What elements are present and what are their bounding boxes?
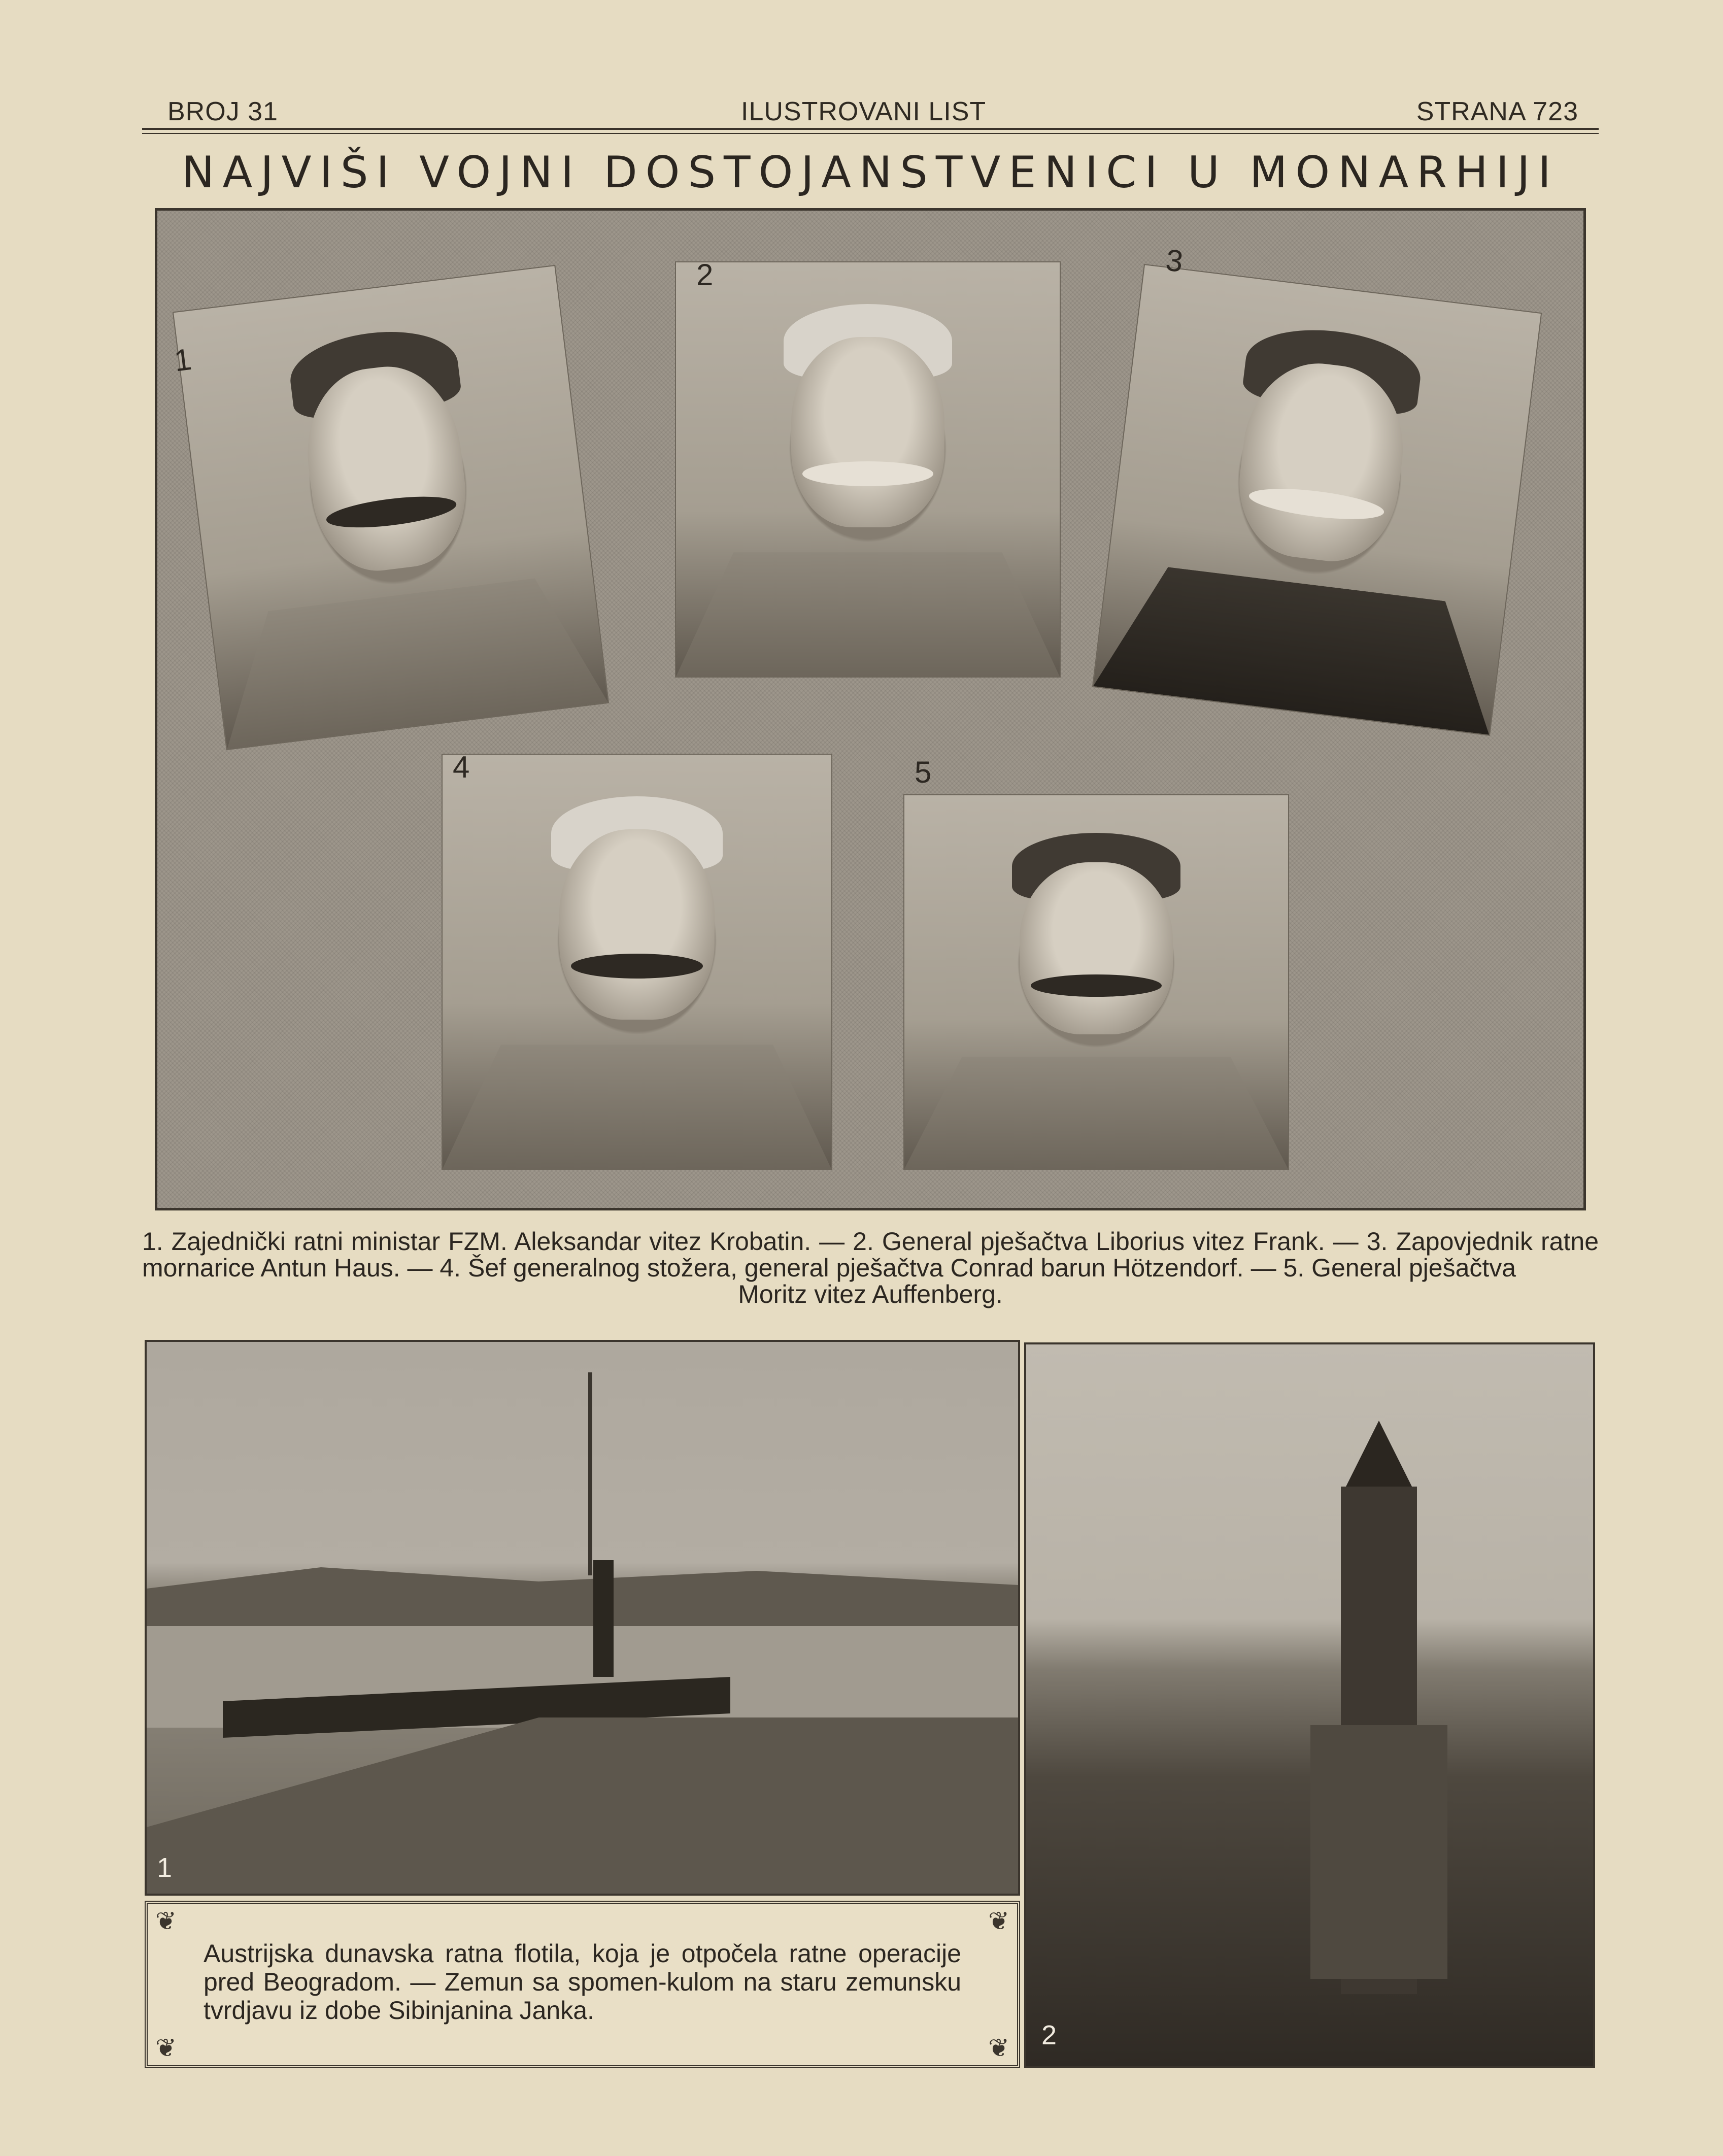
ship-funnel [593, 1560, 614, 1677]
portrait-1 [173, 265, 609, 750]
river-bank [147, 1717, 1018, 1896]
portrait-number: 2 [696, 258, 714, 292]
header-rule-thin [142, 133, 1599, 134]
portraits-caption [142, 1228, 1599, 1307]
photos-caption: Austrijska dunavska ratna flotila, koja je otpočela ratne operacije pred Beogradom. — Zemun sa spomen-kulom na staru zemunsku tvrdjavu iz dobe Sibinjanina Janka. [204, 1939, 961, 2025]
mustache [1031, 974, 1161, 997]
page-title: NAJVIŠI VOJNI DOSTOJANSTVENICI U MONARHIJI [182, 147, 1559, 198]
caption-last-line: Moritz vitez Auffenberg. [738, 1280, 1003, 1308]
face [791, 337, 944, 527]
page-number: STRANA 723 [1416, 97, 1578, 126]
portrait-number: 5 [915, 755, 932, 789]
portrait-5 [903, 755, 1289, 1170]
uniform [211, 571, 608, 749]
page-header [142, 91, 1599, 132]
uniform [443, 1045, 831, 1169]
mustache [802, 461, 933, 486]
photo-zemun-tower [1024, 1342, 1595, 2068]
coat [1093, 560, 1505, 735]
header-rule [142, 128, 1599, 130]
tower-base [1310, 1725, 1447, 1979]
issue-number: BROJ 31 [167, 97, 278, 126]
ship-mast [588, 1372, 592, 1575]
portrait-number: 3 [1164, 243, 1185, 279]
hills [147, 1560, 1018, 1631]
face [1020, 862, 1173, 1034]
portrait-number: 4 [453, 750, 470, 784]
caption-text: 1. Zajednički ratni ministar FZM. Aleksandar vitez Krobatin. — 2. General pješačtva Liborius vitez Frank. — 3. Zapovjednik ratne mornarice Antun Haus. — 4. Šef generalnog stožera, general pješačtva Conrad barun Hötzendorf. — 5. General pješačtva [142, 1227, 1599, 1282]
portrait-number: 1 [172, 342, 193, 378]
portraits-panel [155, 208, 1586, 1210]
tower-spire [1341, 1421, 1417, 1497]
photo-number: 2 [1041, 2020, 1057, 2050]
ornament-icon: ❦ [988, 1907, 1009, 1935]
uniform [676, 552, 1060, 677]
mustache [571, 954, 703, 979]
photo-danube-flotilla [145, 1340, 1020, 1896]
publication-name: ILUSTROVANI LIST [741, 97, 987, 126]
portrait-3 [1092, 243, 1542, 736]
uniform [904, 1057, 1288, 1169]
photos-caption-box [145, 1901, 1020, 2068]
portrait-2 [675, 258, 1061, 678]
face [559, 829, 715, 1020]
ornament-icon: ❦ [155, 2034, 177, 2062]
ornament-icon: ❦ [988, 2034, 1009, 2062]
ornament-icon: ❦ [155, 1907, 177, 1935]
portrait-4 [442, 750, 832, 1170]
photo-number: 1 [157, 1852, 173, 1883]
